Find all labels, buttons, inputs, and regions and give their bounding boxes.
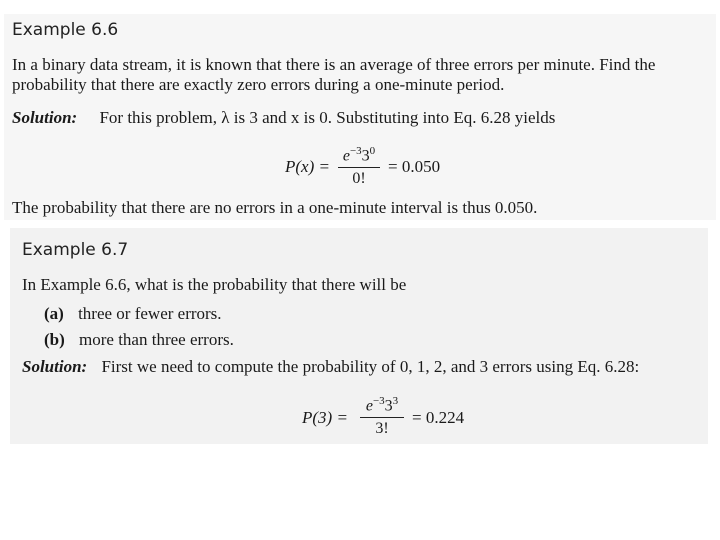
conclusion-text: The probability that there are no errors in a one-minute interval is thus 0.050. xyxy=(12,198,538,217)
solution-line xyxy=(22,357,639,377)
solution-text: First we need to compute the probability of 0, 1, 2, and 3 errors using Eq. 6.28: xyxy=(101,357,640,376)
equation-fraction xyxy=(338,145,380,188)
solution-label: Solution: xyxy=(12,108,78,127)
part-a-text: three or fewer errors. xyxy=(78,304,222,323)
solution-text: For this problem, λ is 3 and x is 0. Substituting into Eq. 6.28 yields xyxy=(99,108,556,127)
part-b-label: (b) xyxy=(44,330,65,349)
part-a xyxy=(44,304,222,324)
equation-denominator: 3! xyxy=(375,420,389,438)
problem-text-line2: probability that there are exactly zero errors during a one-minute period. xyxy=(12,75,505,94)
equation-denominator: 0! xyxy=(352,170,366,188)
equation-lhs: P(x) = xyxy=(285,157,330,176)
equation-numerator: $e^{-3}3^0$ xyxy=(342,145,376,165)
equation-fraction xyxy=(360,395,404,438)
part-b xyxy=(44,330,234,350)
equation-rhs: = 0.050 xyxy=(388,157,441,176)
equation-numerator: $e^{-3}3^3$ xyxy=(365,395,399,415)
example-heading: Example 6.7 xyxy=(22,240,129,260)
part-a-label: (a) xyxy=(44,304,64,323)
problem-text-line1: In a binary data stream, it is known that there is an average of three errors per minute. Find the xyxy=(12,55,656,74)
example-heading: Example 6.6 xyxy=(12,20,119,40)
equation-rhs: = 0.224 xyxy=(412,408,465,427)
solution-label: Solution: xyxy=(22,357,88,376)
intro-text: In Example 6.6, what is the probability that there will be xyxy=(22,275,407,294)
solution-line xyxy=(12,108,555,128)
equation-lhs: P(3) = xyxy=(302,408,348,427)
part-b-text: more than three errors. xyxy=(79,330,234,349)
